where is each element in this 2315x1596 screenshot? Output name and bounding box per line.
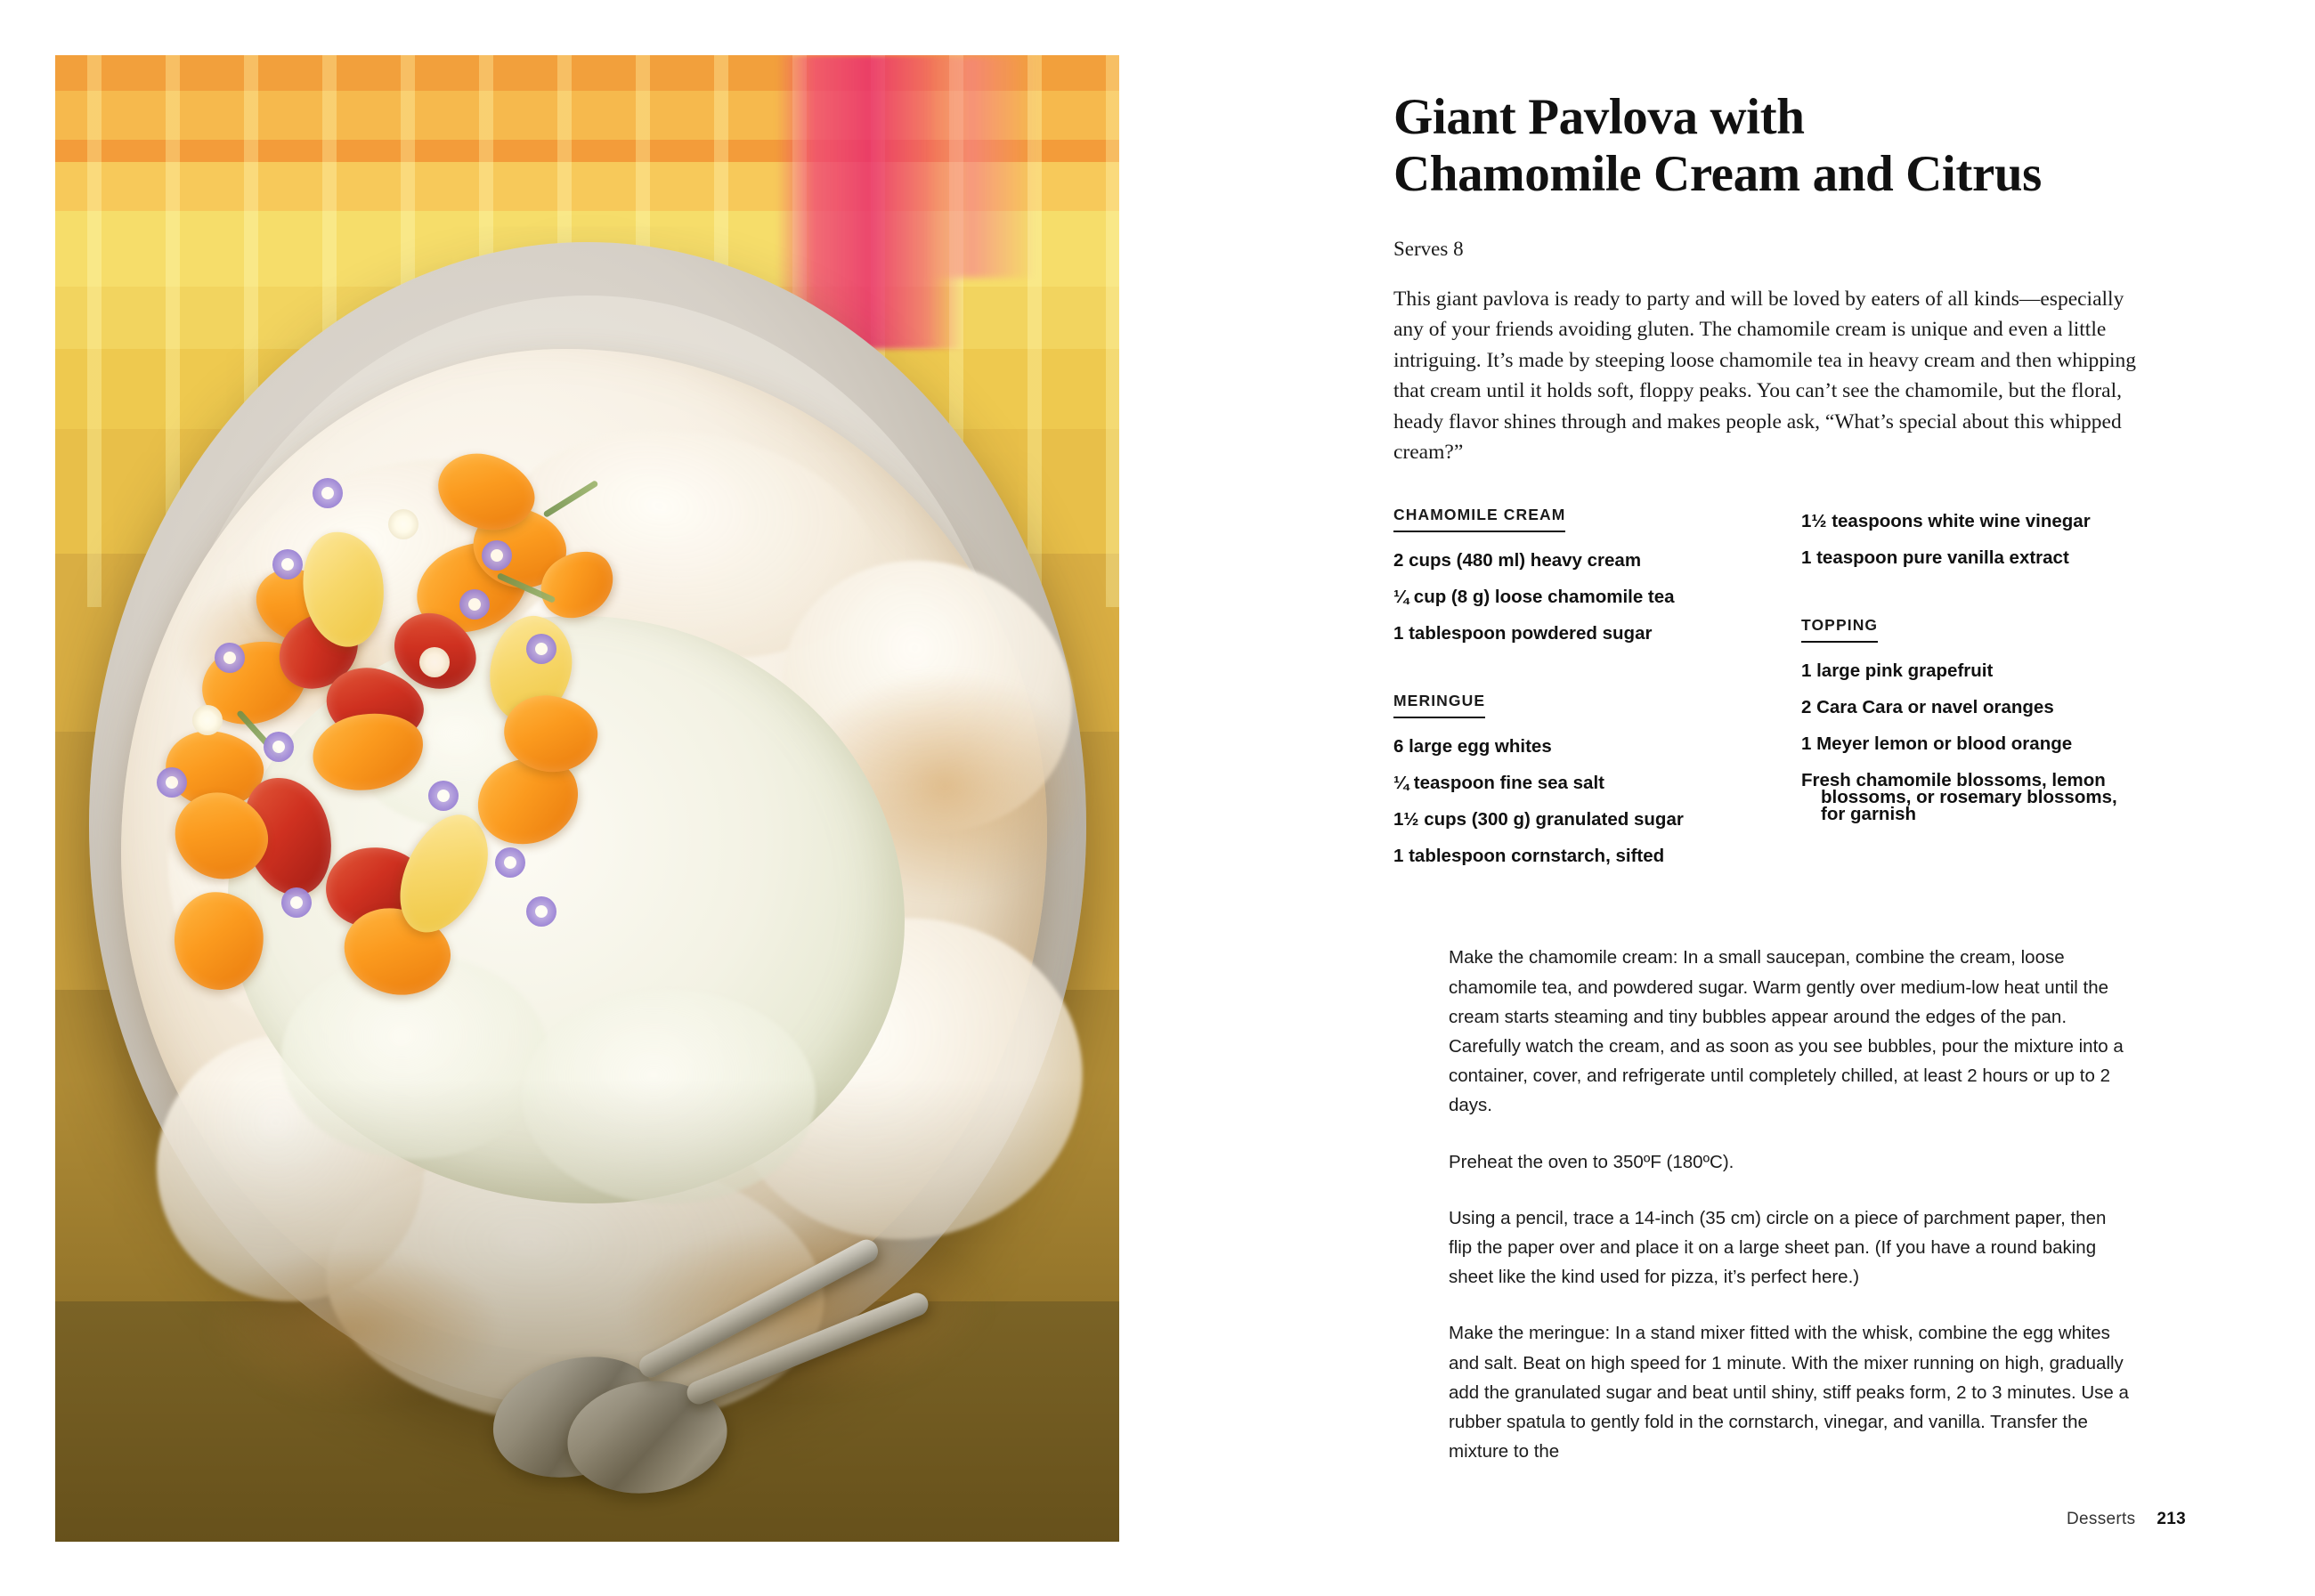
edible-blossom: [272, 549, 303, 579]
edible-blossom: [459, 589, 490, 620]
ingredients-column-left: [1393, 506, 1750, 880]
edible-blossom: [157, 767, 187, 798]
recipe-title-line-2: Chamomile Cream and Citrus: [1393, 146, 2042, 203]
ingredient-item-continued: blossoms, or rosemary blossoms,: [1821, 787, 2117, 808]
page-title: [1393, 89, 2186, 204]
ingredients-column-right: [1801, 506, 2157, 880]
ingredient-heading-meringue: MERINGUE: [1393, 692, 1485, 718]
ingredient-heading-topping: TOPPING: [1801, 616, 1878, 643]
edible-blossom: [281, 887, 312, 918]
edible-blossom: [215, 643, 245, 673]
recipe-step: Make the chamomile cream: In a small saucepan, combine the cream, loose chamomile tea, and powdered sugar. Warm gently over medium-low heat until the cream starts steaming and tiny bubbles appear around the edges of the pan. Carefully watch the cream, and as soon as you see bubbles, pour the mixture into a container, cover, and refrigerate until completely chilled, at least 2 hours or up to 2 days.: [1449, 947, 2124, 1116]
ingredient-item: 6 large egg whites: [1393, 736, 1552, 757]
recipe-title-line-1: Giant Pavlova with: [1393, 89, 1805, 145]
ingredient-item: 1 tablespoon powdered sugar: [1393, 623, 1653, 644]
folio-number: 213: [2157, 1510, 2186, 1528]
edible-blossom: [419, 647, 450, 677]
recipe-photo: [55, 55, 1119, 1542]
ingredient-item: 1½ teaspoons white wine vinegar: [1801, 511, 2091, 531]
recipe-text-page: [1393, 55, 2186, 1542]
edible-blossom: [495, 847, 525, 878]
ingredient-item: ¼ cup (8 g) loose chamomile tea: [1393, 587, 1675, 608]
recipe-step: Using a pencil, trace a 14-inch (35 cm) circle on a piece of parchment paper, then flip the paper over and place it on a large sheet pan. (If you have a round baking sheet like the kind used for pizza, it’s perfect here.): [1449, 1207, 2107, 1288]
ingredient-item: 2 cups (480 ml) heavy cream: [1393, 550, 1642, 571]
ingredients-section: [1393, 506, 2186, 880]
edible-blossom: [526, 634, 556, 664]
edible-blossom: [313, 478, 343, 508]
ingredient-item-continued: for garnish: [1821, 804, 1917, 825]
tablecloth-pink-stripe-secondary: [928, 55, 1035, 278]
recipe-step: Make the meringue: In a stand mixer fitted with the whisk, combine the egg whites and salt. Beat on high speed for 1 minute. With the mixer running on high, gradually add the granulated sugar and beat until shiny, stiff peaks form, 2 to 3 minutes. Use a rubber spatula to gently fold in the cornstarch, vinegar, and vanilla. Transfer the mixture to the: [1449, 1323, 2129, 1462]
ingredient-item: ¼ teaspoon fine sea salt: [1393, 773, 1604, 794]
recipe-steps: [1449, 943, 2134, 1466]
ingredient-item: 1½ cups (300 g) granulated sugar: [1393, 809, 1684, 830]
edible-blossom: [428, 781, 459, 811]
photo-vignette: [55, 1079, 1119, 1542]
folio-section: Desserts: [2067, 1510, 2136, 1528]
ingredient-item: 1 teaspoon pure vanilla extract: [1801, 547, 2069, 569]
ingredient-item: Fresh chamomile blossoms, lemon: [1801, 770, 2106, 791]
ingredient-heading-chamomile-cream: CHAMOMILE CREAM: [1393, 506, 1565, 532]
recipe-step: Preheat the oven to 350ºF (180ºC).: [1449, 1151, 1734, 1172]
edible-blossom: [526, 896, 556, 927]
recipe-intro: This giant pavlova is ready to party and will be loved by eaters of all kinds—especially any of your friends avoiding gluten. The chamomile cream is unique and even a little intriguing. It’s made by steeping loose chamomile tea in heavy cream and then whipping that cream until it holds soft, floppy peaks. You can’t see the chamomile, but the floral, heady flavor shines through and makes people ask, “What’s special about this whipped cream?”: [1393, 287, 2137, 465]
edible-blossom: [192, 705, 223, 735]
serves-label: Serves 8: [1393, 237, 1464, 260]
edible-blossom: [482, 540, 512, 571]
pavlova-photograph: [55, 55, 1119, 1542]
ingredient-item: 1 large pink grapefruit: [1801, 660, 1994, 682]
ingredient-item: 1 Meyer lemon or blood orange: [1801, 733, 2073, 755]
page-folio: [2067, 1510, 2186, 1529]
ingredient-item: 2 Cara Cara or navel oranges: [1801, 697, 2054, 718]
ingredient-item: 1 tablespoon cornstarch, sifted: [1393, 846, 1665, 867]
edible-blossom: [388, 509, 418, 539]
edible-blossom: [264, 732, 294, 762]
